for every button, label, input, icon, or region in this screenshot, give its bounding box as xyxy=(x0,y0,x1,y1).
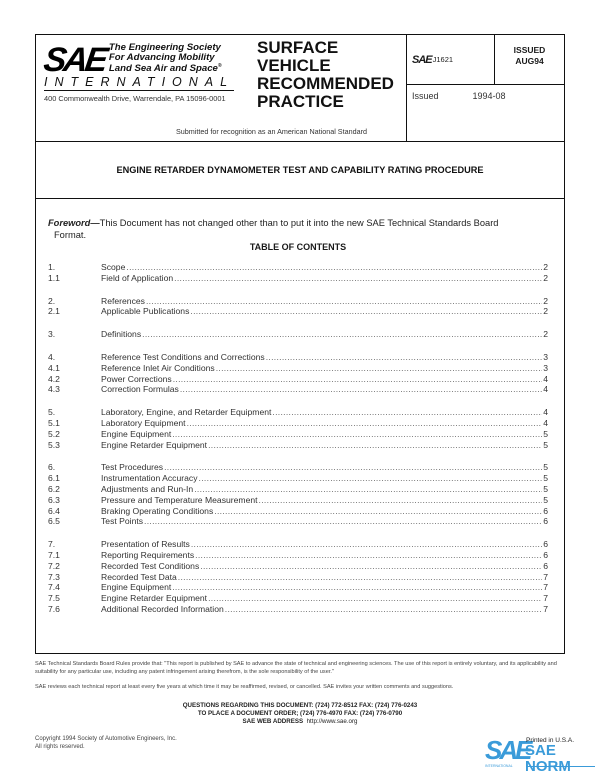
toc-entry[interactable] xyxy=(48,582,548,593)
toc-entry[interactable] xyxy=(48,374,548,385)
toc-leader-dots xyxy=(164,462,542,473)
toc-leader-dots xyxy=(214,506,542,517)
status-cell xyxy=(495,35,564,85)
toc-label: Pressure and Temperature Measurement xyxy=(101,494,258,505)
toc-label: Adjustments and Run-In xyxy=(101,483,194,494)
toc-leader-dots xyxy=(187,418,543,429)
toc-entry[interactable] xyxy=(48,484,548,495)
toc-page-number: 5 xyxy=(543,428,548,439)
toc-label: Recorded Test Conditions xyxy=(101,560,200,571)
document-body xyxy=(36,199,564,653)
toc-number: 5.3 xyxy=(48,439,60,450)
toc-page-number: 6 xyxy=(543,560,548,571)
foreword-lead: Foreword— xyxy=(48,218,100,228)
toc-page-number: 3 xyxy=(543,351,548,362)
toc-section xyxy=(48,329,548,340)
toc-number: 7.2 xyxy=(48,560,60,571)
toc-entry[interactable] xyxy=(48,429,548,440)
sae-international-wordmark: INTERNATIONAL xyxy=(44,74,235,89)
foreword-text: This Document has not changed other than to put it into the new SAE Technical Standards Board xyxy=(99,218,499,228)
toc-leader-dots xyxy=(195,550,542,561)
toc-label: Reference Test Conditions and Corrections xyxy=(101,351,265,362)
toc-page-number: 7 xyxy=(543,571,548,582)
toc-number: 3. xyxy=(48,329,56,340)
toc-leader-dots xyxy=(208,440,542,451)
toc-leader-dots xyxy=(216,363,543,374)
toc-leader-dots xyxy=(266,352,543,363)
standard-number-cell xyxy=(406,35,495,85)
table-of-contents xyxy=(48,262,548,615)
issued-label: Issued xyxy=(412,91,439,101)
toc-entry[interactable] xyxy=(48,418,548,429)
toc-number: 7. xyxy=(48,539,56,550)
toc-leader-dots xyxy=(180,384,542,395)
copyright-line: Copyright 1994 Society of Automotive Engineers, Inc. xyxy=(35,736,177,742)
questions-line: QUESTIONS REGARDING THIS DOCUMENT: (724) 772-8512 FAX: (724) 776-0243 xyxy=(182,702,418,709)
toc-label: References xyxy=(101,295,145,306)
toc-leader-dots xyxy=(200,561,542,572)
toc-number: 1. xyxy=(48,262,56,272)
toc-section xyxy=(48,296,548,318)
toc-label: Reporting Requirements xyxy=(101,549,195,560)
toc-number: 6.5 xyxy=(48,516,60,527)
issued-date-row xyxy=(412,91,506,101)
toc-entry[interactable] xyxy=(48,384,548,395)
toc-page-number: 7 xyxy=(543,603,548,614)
toc-page-number: 5 xyxy=(543,439,548,450)
sae-tagline: The Engineering Society For Advancing Mobility Land Sea Air and Space® xyxy=(108,42,222,75)
toc-entry[interactable] xyxy=(48,352,548,363)
toc-entry[interactable] xyxy=(48,407,548,418)
toc-leader-dots xyxy=(142,329,542,340)
toc-label: Reference Inlet Air Conditions xyxy=(101,362,215,373)
toc-number: 5.1 xyxy=(48,417,60,428)
rights-line: All rights reserved. xyxy=(35,744,85,750)
status-date: AUG94 xyxy=(515,56,544,66)
toc-number: 2.1 xyxy=(48,306,60,317)
sae-address: 400 Commonwealth Drive, Warrendale, PA 15096-0001 xyxy=(44,93,226,103)
toc-label: Applicable Publications xyxy=(101,306,190,317)
toc-entry[interactable] xyxy=(48,550,548,561)
toc-label: Presentation of Results xyxy=(101,539,190,550)
sae-norm-mark: SAE xyxy=(485,735,530,765)
toc-page-number: 6 xyxy=(543,549,548,560)
toc-page-number: 5 xyxy=(543,494,548,505)
toc-leader-dots xyxy=(208,593,542,604)
toc-label: Power Corrections xyxy=(101,373,172,384)
standard-number: J1621 xyxy=(432,55,454,64)
toc-page-number: 4 xyxy=(543,417,548,428)
toc-leader-dots xyxy=(190,306,542,317)
toc-number: 7.5 xyxy=(48,593,60,604)
toc-entry[interactable] xyxy=(48,462,548,473)
toc-number: 4. xyxy=(48,351,56,362)
toc-page-number: 6 xyxy=(543,516,548,527)
toc-label: Instrumentation Accuracy xyxy=(101,473,198,484)
toc-label: Scope xyxy=(101,262,126,272)
toc-entry[interactable] xyxy=(48,495,548,506)
toc-entry[interactable] xyxy=(48,539,548,550)
toc-number: 2. xyxy=(48,295,56,306)
toc-entry[interactable] xyxy=(48,296,548,307)
toc-label: Laboratory Equipment xyxy=(101,417,186,428)
toc-number: 4.2 xyxy=(48,373,60,384)
toc-entry[interactable] xyxy=(48,440,548,451)
toc-leader-dots xyxy=(174,273,542,284)
toc-entry[interactable] xyxy=(48,306,548,317)
toc-label: Additional Recorded Information xyxy=(101,603,224,614)
toc-leader-dots xyxy=(272,407,542,418)
issued-date: 1994-08 xyxy=(472,91,506,101)
toc-entry[interactable] xyxy=(48,273,548,284)
toc-number: 6.4 xyxy=(48,505,60,516)
toc-number: 4.1 xyxy=(48,362,60,373)
toc-label: Test Points xyxy=(101,516,144,527)
toc-entry[interactable] xyxy=(48,572,548,583)
toc-section xyxy=(48,462,548,527)
toc-leader-dots xyxy=(173,374,543,385)
toc-leader-dots xyxy=(144,516,542,527)
toc-entry[interactable] xyxy=(48,262,548,273)
submitted-note: Submitted for recognition as an American National Standard xyxy=(176,127,367,136)
toc-page-number: 3 xyxy=(543,362,548,373)
toc-label: Engine Equipment xyxy=(101,428,172,439)
toc-label: Braking Operating Conditions xyxy=(101,505,214,516)
toc-number: 5.2 xyxy=(48,428,60,439)
toc-page-number: 2 xyxy=(543,329,548,340)
toc-entry[interactable] xyxy=(48,473,548,484)
toc-page-number: 4 xyxy=(543,373,548,384)
toc-page-number: 7 xyxy=(543,593,548,604)
toc-title: TABLE OF CONTENTS xyxy=(249,242,347,252)
toc-number: 6.1 xyxy=(48,473,60,484)
copyright-block xyxy=(35,735,177,751)
document-frame xyxy=(35,34,565,654)
toc-label: Definitions xyxy=(101,329,142,340)
web-url[interactable]: http://www.sae.org xyxy=(306,718,358,725)
order-line: TO PLACE A DOCUMENT ORDER; (724) 776-4970 FAX: (724) 776-0790 xyxy=(197,710,403,717)
toc-number: 7.3 xyxy=(48,571,60,582)
toc-leader-dots xyxy=(199,473,543,484)
toc-leader-dots xyxy=(172,582,542,593)
document-title: ENGINE RETARDER DYNAMOMETER TEST AND CAPABILITY RATING PROCEDURE xyxy=(36,142,564,199)
foreword xyxy=(48,217,548,241)
sae-norm-word: SAE NORM xyxy=(525,742,571,775)
review-notice: SAE reviews each technical report at least every five years at which time it may be reaffirmed, revised, or cancelled. SAE invites your written comments and suggestions. xyxy=(35,684,454,690)
toc-leader-dots xyxy=(126,262,542,273)
toc-number: 6.3 xyxy=(48,494,60,505)
toc-leader-dots xyxy=(191,539,542,550)
toc-section xyxy=(48,262,548,284)
document-type: SURFACE VEHICLE RECOMMENDED PRACTICE xyxy=(257,38,394,111)
sae-norm-sub: INTERNATIONAL xyxy=(485,764,513,768)
toc-leader-dots xyxy=(146,296,542,307)
printed-in: Printed in U.S.A. xyxy=(526,737,575,744)
toc-page-number: 6 xyxy=(543,505,548,516)
toc-entry[interactable] xyxy=(48,506,548,517)
toc-leader-dots xyxy=(259,495,543,506)
toc-leader-dots xyxy=(172,429,542,440)
toc-page-number: 6 xyxy=(543,539,548,550)
toc-label: Engine Equipment xyxy=(101,582,172,593)
toc-section xyxy=(48,407,548,450)
toc-number: 5. xyxy=(48,407,56,418)
toc-number: 4.3 xyxy=(48,384,60,395)
toc-leader-dots xyxy=(225,604,542,615)
toc-label: Engine Retarder Equipment xyxy=(101,439,208,450)
toc-page-number: 2 xyxy=(543,262,548,272)
toc-number: 6. xyxy=(48,462,56,473)
toc-page-number: 2 xyxy=(543,272,548,283)
toc-number: 7.1 xyxy=(48,549,60,560)
toc-entry[interactable] xyxy=(48,516,548,527)
toc-entry[interactable] xyxy=(48,329,548,340)
sae-logo-mark: SAE xyxy=(41,40,108,79)
policy-notice: SAE Technical Standards Board Rules provide that: "This report is published by SAE to advance the state of technical and engineering sciences. The use of this report is entirely voluntary, and its applicability and suitability for any particular use, including any patent infringement arising therefrom, is the sole responsibility of the user." xyxy=(35,661,557,675)
toc-page-number: 7 xyxy=(543,582,548,593)
toc-page-number: 4 xyxy=(543,384,548,395)
sae-norm-rule xyxy=(527,766,595,767)
toc-label: Laboratory, Engine, and Retarder Equipment xyxy=(101,407,272,418)
toc-label: Field of Application xyxy=(101,272,174,283)
toc-label: Recorded Test Data xyxy=(101,571,177,582)
toc-section xyxy=(48,352,548,395)
status-label: ISSUED xyxy=(513,45,546,55)
toc-entry[interactable] xyxy=(48,604,548,615)
toc-entry[interactable] xyxy=(48,593,548,604)
contact-block xyxy=(0,702,600,726)
sae-logo xyxy=(41,40,254,103)
toc-label: Test Procedures xyxy=(101,462,164,473)
toc-section xyxy=(48,539,548,615)
toc-page-number: 5 xyxy=(543,462,548,473)
foreword-continuation: Format. xyxy=(54,230,87,240)
toc-page-number: 2 xyxy=(543,306,548,317)
toc-page-number: 4 xyxy=(543,407,548,418)
toc-number: 6.2 xyxy=(48,483,60,494)
document-header xyxy=(36,35,564,142)
toc-page-number: 2 xyxy=(543,295,548,306)
toc-number: 1.1 xyxy=(48,272,60,283)
toc-number: 7.6 xyxy=(48,603,60,614)
toc-entry[interactable] xyxy=(48,561,548,572)
toc-label: Engine Retarder Equipment xyxy=(101,593,208,604)
toc-leader-dots xyxy=(178,572,542,583)
toc-label: Correction Formulas xyxy=(101,384,179,395)
sae-mini-logo: SAE xyxy=(412,53,432,66)
toc-entry[interactable] xyxy=(48,363,548,374)
toc-page-number: 5 xyxy=(543,483,548,494)
toc-page-number: 5 xyxy=(543,473,548,484)
toc-number: 7.4 xyxy=(48,582,60,593)
web-label: SAE WEB ADDRESS xyxy=(242,718,304,725)
toc-leader-dots xyxy=(194,484,542,495)
